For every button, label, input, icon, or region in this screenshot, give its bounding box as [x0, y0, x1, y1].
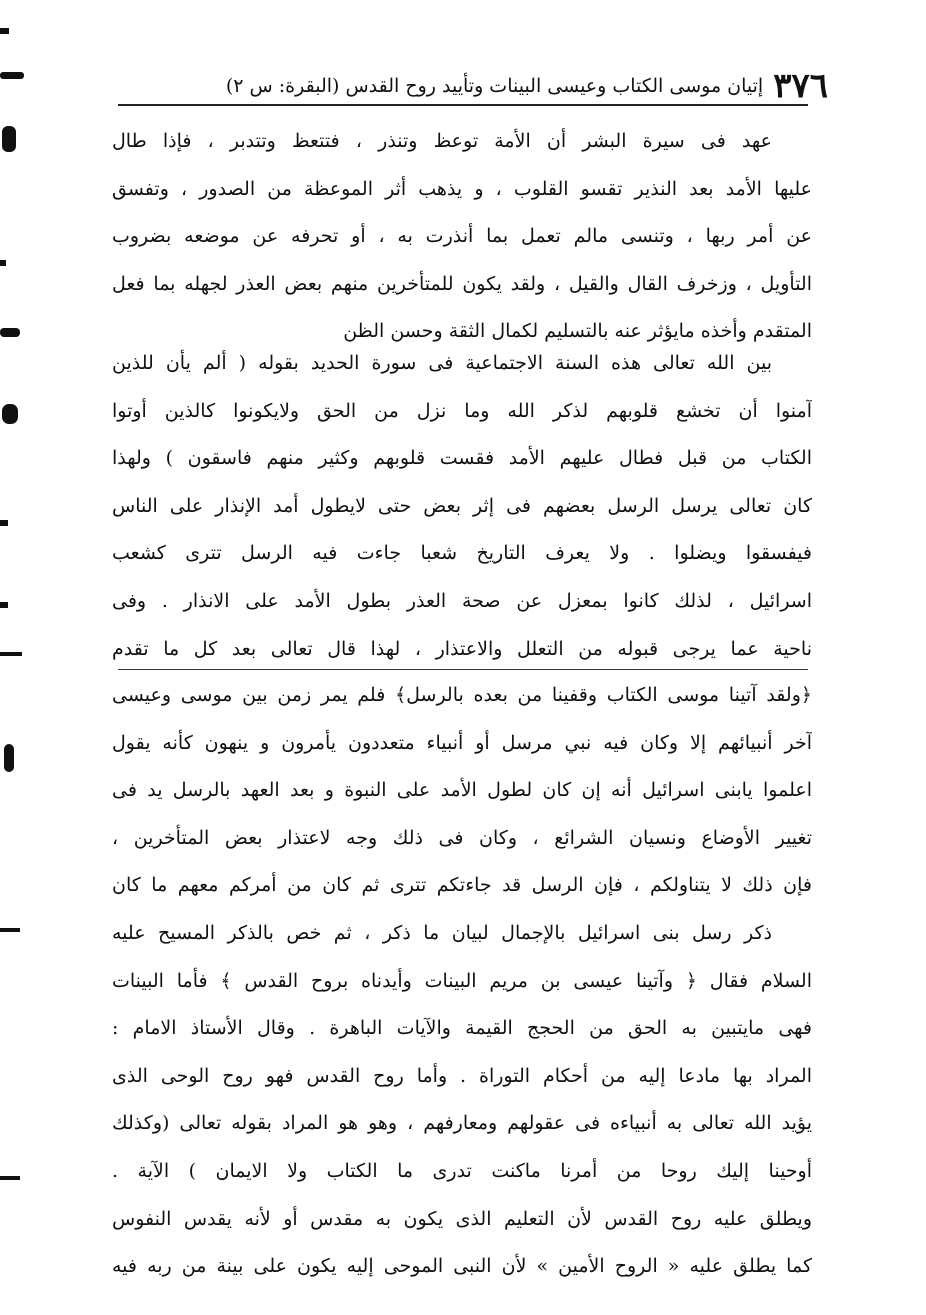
scan-mark [4, 744, 14, 772]
text-line: بين الله تعالى هذه السنة الاجتماعية فى سورة الحديد بقوله ( ألم يأن للذين [112, 352, 772, 374]
text-line: فيفسقوا ويضلوا . ولا يعرف التاريخ شعبا جاءت فيه الرسل تترى كشعب [112, 542, 812, 565]
scan-mark [0, 260, 6, 266]
text-line: المراد بها مادعا إليه من أحكام التوراة . وأما روح القدس فهو روح الوحى الذى [112, 1064, 812, 1087]
scan-mark [2, 126, 16, 152]
text-line: اعلموا يابنى اسرائيل أنه إن كان لطول الأمد على النبوة و بعد العهد بالرسل يد فى [112, 779, 812, 802]
text-line: فإن ذلك لا يتناولكم ، فإن الرسل قد جاءتكم تترى ثم كان من أمركم معهم ما كان [112, 874, 812, 897]
text-line: عن أمر ربها ، وتنسى مالم تعمل بما أنذرت به ، أو تحرفه عن موضعه بضروب [112, 225, 812, 248]
text-line: ويطلق عليه روح القدس لأن التعليم الذى يكون به مقدس أو لأنه يقدس النفوس [112, 1207, 812, 1230]
text-line: التأويل ، وزخرف القال والقيل ، ولقد يكون للمتأخرين منهم بعض العذر لجهله بما فعل [112, 272, 812, 295]
scan-mark [2, 404, 18, 424]
text-line: أوحينا إليك روحا من أمرنا ماكنت تدرى ما الكتاب ولا الايمان ) الآية . [112, 1159, 812, 1182]
scan-mark [0, 602, 8, 608]
text-line: عليها الأمد بعد النذير تقسو القلوب ، و يذهب أثر الموعظة من الصدور ، وتفسق [112, 177, 812, 200]
text-line: ناحية عما يرجى قبوله من التعلل والاعتذار ، لهذا قال تعالى بعد كل ما تقدم [112, 637, 812, 660]
header-rule [118, 104, 808, 106]
text-line: آخر أنبيائهم إلا وكان فيه نبي مرسل أو أنبياء متعددون يأمرون و ينهون كأنه يقول [112, 731, 812, 754]
scan-mark [0, 652, 22, 656]
text-line: اسرائيل ، لذلك كانوا بمعزل عن صحة العذر بطول الأمد على الانذار . وفى [112, 589, 812, 612]
text-line: عهد فى سيرة البشر أن الأمة توعظ وتنذر ، فتتعظ وتتدبر ، فإذا طال [112, 130, 772, 152]
scan-mark [0, 928, 20, 932]
scan-mark [0, 72, 24, 79]
scan-mark [0, 28, 9, 34]
text-line: كما يطلق عليه « الروح الأمين » لأن النبى الموحى إليه يكون على بينة من ربه فيه [112, 1255, 812, 1278]
paragraph [112, 910, 812, 1291]
text-line: تغيير الأوضاع ونسيان الشرائع ، وكان فى ذلك وجه لاعتذار بعض المتأخرين ، [112, 826, 812, 849]
text-line: يؤيد الله تعالى به أنبياءه فى عقولهم ومعارفهم ، وهو هو المراد بقوله تعالى (وكذلك [112, 1112, 812, 1135]
text-line: فهى مايتبين به الحق من الحجج القيمة والآيات الباهرة . وقال الأستاذ الامام : [112, 1017, 812, 1040]
text-line: السلام فقال ﴿ وآتينا عيسى بن مريم البينات وأيدناه بروح القدس ﴾ فأما البينات [112, 969, 812, 992]
page-header [118, 66, 828, 106]
running-title: إتيان موسى الكتاب وعيسى البينات وتأييد روح القدس (البقرة: س ٢) [225, 75, 764, 97]
page-number: ٣٧٦ [773, 66, 828, 106]
text-line: آمنوا أن تخشع قلوبهم لذكر الله وما نزل من الحق ولايكونوا كالذين أوتوا [112, 399, 812, 422]
text-line: المتقدم وأخذه مايؤثر عنه بالتسليم لكمال الثقة وحسن الظن [343, 320, 812, 343]
text-line: ذكر رسل بنى اسرائيل بالإجمال لبيان ما ذكر ، ثم خص بالذكر المسيح عليه [112, 922, 772, 944]
paragraph [112, 672, 812, 910]
paragraph [112, 340, 812, 673]
text-line: كان تعالى يرسل الرسل بعضهم فى إثر بعض حتى لايطول أمد الإنذار على الناس [112, 494, 812, 517]
section-rule [118, 669, 808, 670]
text-line: الكتاب من قبل فطال عليهم الأمد فقست قلوبهم وكثير منهم فاسقون ) ولهذا [112, 447, 812, 470]
text-line: ﴿ولقد آتينا موسى الكتاب وقفينا من بعده بالرسل﴾ فلم يمر زمن بين موسى وعيسى [112, 684, 812, 706]
scan-mark [0, 328, 20, 337]
paragraph [112, 118, 812, 356]
scan-mark [0, 520, 8, 526]
scan-mark [0, 1176, 20, 1180]
